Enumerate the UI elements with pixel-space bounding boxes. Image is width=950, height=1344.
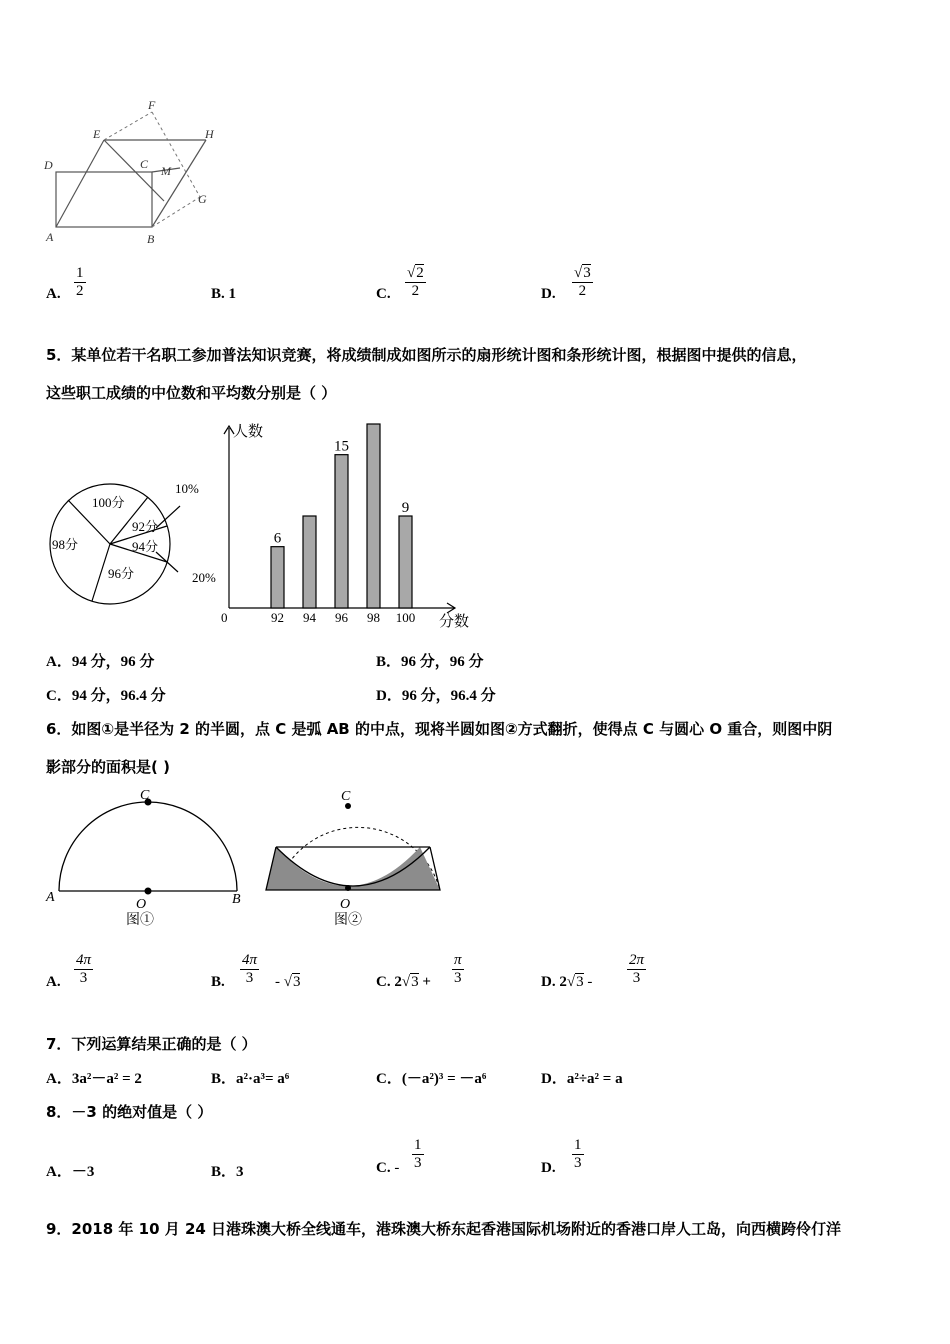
data-label-100: 9 bbox=[401, 500, 410, 516]
option-b bbox=[211, 286, 236, 303]
radicand: 3 bbox=[411, 974, 419, 990]
caption-fig1: 图① bbox=[126, 913, 154, 928]
numerator: π bbox=[454, 952, 462, 968]
y-axis-label: 人数 bbox=[233, 424, 264, 440]
dash-bg bbox=[152, 197, 200, 227]
q7-option-b: B．a²·a³= a⁶ bbox=[211, 1071, 290, 1087]
pie-label-92: 92分 bbox=[132, 519, 159, 534]
caption-fig2: 图② bbox=[334, 913, 362, 928]
q8-option-d-label: D. bbox=[541, 1160, 556, 1176]
denominator: 3 bbox=[240, 969, 259, 987]
label-o: O bbox=[340, 897, 351, 912]
numerator: 4π bbox=[76, 952, 92, 968]
pie-label-98: 98分 bbox=[52, 537, 79, 552]
numerator: √2 bbox=[407, 265, 424, 281]
tick-label-92: 92 bbox=[271, 610, 284, 625]
tick-label-94: 94 bbox=[303, 610, 316, 625]
denominator: 2 bbox=[572, 282, 593, 300]
q5-stem-line2: 这些职工成绩的中位数和平均数分别是（ ） bbox=[46, 384, 337, 402]
denominator: 3 bbox=[74, 969, 93, 987]
q6-option-b-tail: - √3 bbox=[275, 974, 301, 990]
pie-pct-10: 10% bbox=[175, 481, 199, 496]
line-em bbox=[104, 140, 164, 201]
bar-94 bbox=[303, 516, 316, 608]
pie-chart bbox=[48, 470, 218, 610]
option-a-fraction bbox=[74, 265, 86, 300]
radicand: 3 bbox=[576, 974, 584, 990]
q7-stem: 7．下列运算结果正确的是（ ） bbox=[46, 1035, 257, 1053]
minus-sign: - bbox=[394, 1160, 400, 1176]
dash-ef bbox=[104, 112, 152, 140]
q7-option-a: A．3a²－a² = 2 bbox=[46, 1071, 142, 1087]
pie-label-94: 94分 bbox=[132, 539, 159, 554]
label-c: C bbox=[341, 789, 351, 804]
coefficient: 2 bbox=[394, 974, 402, 990]
radicand: 3 bbox=[583, 265, 591, 281]
shaded-region bbox=[266, 847, 440, 890]
q6-option-d-fraction bbox=[627, 952, 646, 987]
denominator: 3 bbox=[452, 969, 464, 987]
q8-option-a: A．－3 bbox=[46, 1164, 95, 1180]
label-point: B bbox=[147, 232, 155, 246]
q5-option-b: B．96 分，96 分 bbox=[376, 654, 484, 670]
q6-stem-line1: 6．如图①是半径为 2 的半圆，点 C 是弧 AB 的中点，现将半圆如图②方式翻折，使得点 C 与圆心 O 重合，则图中阴 bbox=[46, 720, 833, 738]
option-c-label: C. bbox=[376, 286, 391, 302]
option-d-label: D. bbox=[541, 974, 556, 990]
option-d-fraction bbox=[572, 265, 593, 300]
label-o: O bbox=[136, 897, 147, 912]
q6-stem-line2: 影部分的面积是( ) bbox=[46, 758, 170, 776]
q5-option-a: A．94 分，96 分 bbox=[46, 654, 155, 670]
minus-sign: - bbox=[587, 974, 593, 990]
minus-sign: - bbox=[275, 974, 280, 990]
origin-label: 0 bbox=[221, 610, 228, 625]
q6-option-d-head: D. 2√3 - bbox=[541, 974, 593, 990]
label-point: H bbox=[205, 127, 214, 141]
numerator: 1 bbox=[76, 265, 84, 281]
q9-stem-line1: 9．2018 年 10 月 24 日港珠澳大桥全线通车，港珠澳大桥东起香港国际机场附近的香港口岸人工岛，向西横跨伶仃洋 bbox=[46, 1220, 842, 1238]
pie-label-96: 96分 bbox=[108, 566, 135, 581]
label-point: C bbox=[140, 157, 149, 171]
geometry-figure-q4 bbox=[40, 95, 230, 250]
coefficient: 2 bbox=[559, 974, 567, 990]
q5-option-d: D．96 分，96.4 分 bbox=[376, 688, 496, 704]
radicand: 2 bbox=[416, 265, 424, 281]
label-point: G bbox=[198, 192, 207, 206]
bar-96 bbox=[335, 455, 348, 608]
label-c: C bbox=[140, 788, 150, 803]
option-d-label: D. bbox=[541, 286, 556, 302]
data-label-92: 6 bbox=[273, 530, 282, 547]
option-c-label: C. bbox=[376, 974, 391, 990]
q5-option-c: C．94 分，96.4 分 bbox=[46, 688, 166, 704]
q6-option-c-fraction bbox=[452, 952, 464, 987]
pie-pct-20: 20% bbox=[192, 570, 216, 585]
pie-label-100: 100分 bbox=[92, 495, 125, 510]
numerator: 4π bbox=[242, 952, 258, 968]
dash-fg bbox=[152, 112, 200, 197]
label-a: A bbox=[46, 890, 55, 905]
q6-option-c-head: C. 2√3 + bbox=[376, 974, 431, 990]
option-b-value: 1 bbox=[228, 286, 237, 302]
option-b-label: B. bbox=[211, 286, 225, 302]
option-c-fraction bbox=[405, 265, 426, 300]
label-b: B bbox=[232, 892, 241, 907]
q6-option-a-fraction bbox=[74, 952, 93, 987]
semicircle-figure-1 bbox=[40, 785, 255, 933]
numerator: 2π bbox=[629, 952, 645, 968]
label-point: A bbox=[46, 230, 54, 244]
radicand: 3 bbox=[292, 974, 301, 990]
arc-ab bbox=[59, 802, 237, 891]
q6-option-b-label: B. bbox=[211, 974, 225, 990]
semicircle-figure-2 bbox=[258, 785, 448, 933]
denominator: 2 bbox=[405, 282, 426, 300]
q8-option-c-fraction bbox=[412, 1137, 424, 1172]
denominator: 2 bbox=[76, 283, 84, 299]
tick-label-98: 98 bbox=[367, 610, 380, 625]
point-o bbox=[345, 885, 351, 891]
tick-label-100: 100 bbox=[395, 610, 416, 625]
line-ae bbox=[56, 140, 104, 227]
label-point: M bbox=[161, 164, 171, 178]
q8-option-d-fraction bbox=[572, 1137, 584, 1172]
denominator: 3 bbox=[414, 1155, 422, 1171]
q8-stem: 8．－3 的绝对值是（ ） bbox=[46, 1103, 213, 1121]
q8-option-c-head bbox=[376, 1160, 399, 1177]
numerator: √3 bbox=[574, 265, 591, 281]
pointer-20 bbox=[156, 552, 178, 572]
label-point: F bbox=[148, 98, 156, 112]
point-o bbox=[145, 888, 152, 895]
numerator: 1 bbox=[414, 1137, 422, 1153]
q5-stem-line1: 5．某单位若干名职工参加普法知识竞赛，将成绩制成如图所示的扇形统计图和条形统计图，根据图中提供的信息， bbox=[46, 346, 807, 364]
bar-chart bbox=[215, 420, 480, 630]
q7-option-c: C．(－a²)³ = －a⁶ bbox=[376, 1071, 487, 1087]
tick-label-96: 96 bbox=[335, 610, 348, 625]
option-a-label: A. bbox=[46, 286, 61, 302]
label-point: E bbox=[93, 127, 101, 141]
denominator: 3 bbox=[627, 969, 646, 987]
x-axis-label: 分数 bbox=[439, 614, 470, 630]
option-c-label: C. bbox=[376, 1160, 391, 1176]
q8-option-b: B．3 bbox=[211, 1164, 244, 1180]
numerator: 1 bbox=[574, 1137, 582, 1153]
label-point: D bbox=[44, 158, 53, 172]
denominator: 3 bbox=[574, 1155, 582, 1171]
plus-sign: + bbox=[422, 974, 431, 990]
bar-100 bbox=[399, 516, 412, 608]
q7-option-d: D．a²÷a² = a bbox=[541, 1071, 623, 1087]
bar-92 bbox=[271, 547, 284, 608]
bar-98 bbox=[367, 424, 380, 608]
line-bh bbox=[152, 140, 206, 227]
q6-option-a-label: A. bbox=[46, 974, 61, 990]
q6-option-b-fraction bbox=[240, 952, 259, 987]
rectangle-abcd bbox=[56, 172, 152, 227]
data-label-96: 15 bbox=[334, 438, 349, 455]
